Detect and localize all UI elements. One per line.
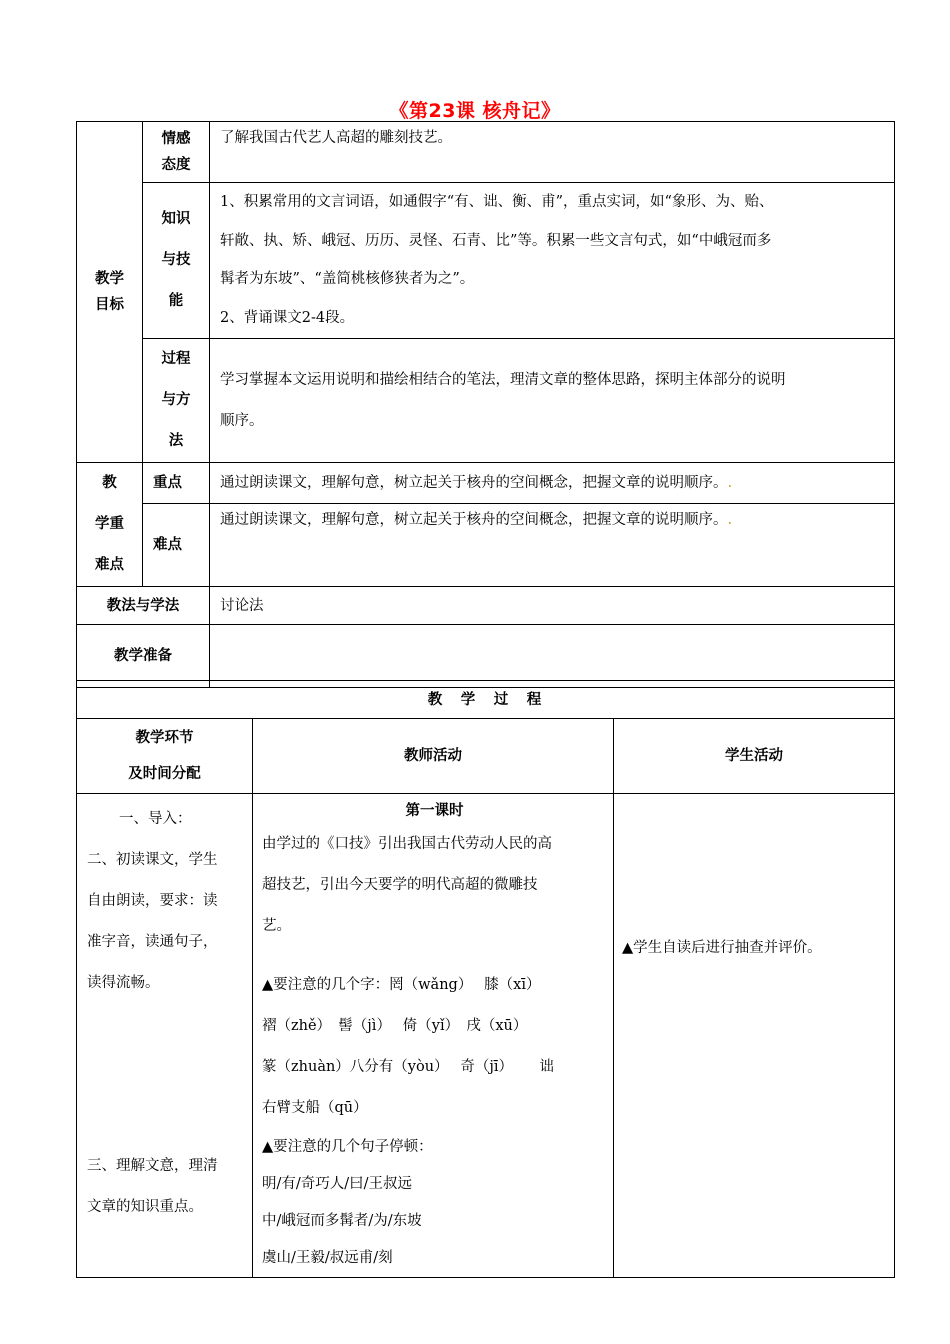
step-reading: 二、初读课文，学生 自由朗读，要求：读 准字音，读通句子， 读得流畅。: [87, 852, 218, 991]
process-method-label: 过程 与方 法: [143, 339, 210, 463]
method-text: 讨论法: [210, 587, 895, 625]
method-label: 教法与学法: [77, 587, 210, 625]
difficulty-label: 难点: [143, 504, 210, 587]
page-title: 《第23课 核舟记》: [389, 100, 561, 122]
characters-note: ▲要注意的几个字：罔（wǎng） 膝（xī） 褶（zhě） 髻（jì） 倚（yǐ） 戌（xū） 篆（zhuàn）八分有（yòu） 奇（jī） 诎 右臂支船（qū）: [262, 977, 554, 1116]
difficulty-text: 通过朗读课文，理解句意，树立起关于核舟的空间概念，把握文章的说明顺序。.: [210, 504, 895, 587]
prep-label: 教学准备: [77, 625, 210, 688]
focus-text: 通过朗读课文，理解句意，树立起关于核舟的空间概念，把握文章的说明顺序。.: [210, 463, 895, 504]
knowledge-skills-text: [210, 183, 895, 339]
process-line: 顺序。: [220, 412, 264, 429]
teacher-column: [253, 794, 614, 1278]
lesson-heading: 第一课时: [405, 803, 464, 819]
teaching-process-table: [76, 680, 895, 1278]
knowledge-line: 髯者为东坡”、“盖简桃核修狭者为之”。: [220, 271, 475, 287]
process-method-text: [210, 339, 895, 463]
knowledge-line: 1、积累常用的文言词语，如通假字“有、诎、衡、甫”，重点实词，如“象形、为、贻、: [220, 194, 774, 210]
pauses-note: ▲要注意的几个句子停顿： 明/有/奇巧人/曰/王叔远 中/峨冠而多髯者/为/东坡 虞山/王毅/叔远甫/刻: [262, 1139, 433, 1266]
emotion-attitude-text: 了解我国古代艺人高超的雕刻技艺。: [210, 122, 895, 183]
knowledge-line: 2、背诵课文2-4段。: [220, 309, 355, 326]
process-line: 学习掌握本文运用说明和描绘相结合的笔法，理清文章的整体思路，探明主体部分的说明: [220, 371, 786, 388]
intro-text: 由学过的《口技》引出我国古代劳动人民的高 超技艺，引出今天要学的明代高超的微雕技 艺。: [262, 836, 552, 934]
emotion-attitude-label: 情感 态度: [143, 122, 210, 183]
key-difficult-label: 教 学重 难点: [77, 463, 143, 587]
steps-column: [77, 794, 253, 1278]
knowledge-line: 轩敞、执、矫、峨冠、历历、灵怪、石青、比”等。积累一些文言句式，如“中峨冠而多: [220, 232, 772, 249]
focus-label: 重点: [143, 463, 210, 504]
teacher-activity-header: 教师活动: [253, 719, 614, 794]
lesson-plan-table: [76, 121, 895, 688]
student-activity-header: 学生活动: [614, 719, 895, 794]
step-intro: 一、导入：: [119, 811, 192, 827]
prep-text: [210, 625, 895, 688]
step-understanding: 三、理解文意，理清 文章的知识重点。: [87, 1158, 218, 1215]
process-heading: 教 学 过 程: [77, 681, 895, 719]
student-activity-text: ▲学生自读后进行抽查并评价。: [622, 940, 822, 956]
student-column: [614, 794, 895, 1278]
knowledge-skills-label: 知识 与技 能: [143, 183, 210, 339]
teaching-goals-label: 教学 目标: [77, 122, 143, 463]
step-time-header: 教学环节 及时间分配: [77, 719, 253, 794]
